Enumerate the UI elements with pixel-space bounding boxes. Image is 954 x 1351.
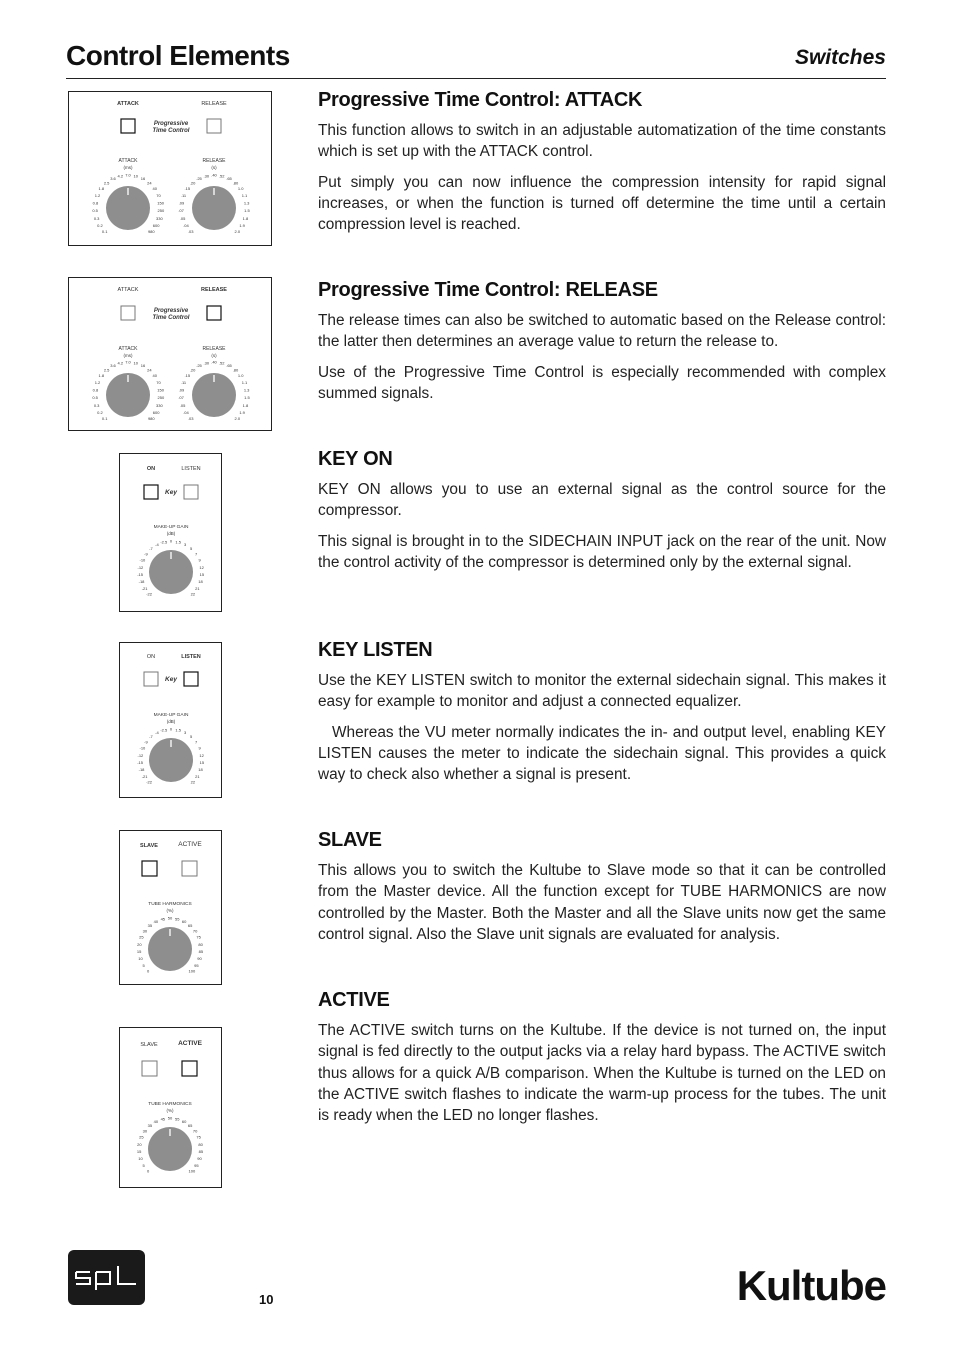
label-on: ON: [146, 654, 156, 660]
scale-label: 22: [190, 779, 196, 785]
scale-label: 250: [157, 395, 165, 401]
scale-label: 50: [167, 1115, 173, 1121]
scale-label: .15: [184, 373, 191, 379]
scale-label: 85: [198, 949, 204, 954]
scale-label: -21: [141, 585, 148, 591]
label-active: ACTIVE: [178, 1040, 202, 1047]
knob-label: RELEASE: [202, 346, 226, 352]
scale-label: -4: [155, 730, 159, 735]
label-release: RELEASE: [201, 287, 227, 293]
scale-label: 16: [140, 176, 146, 182]
scale-label: 15: [199, 760, 205, 765]
panel-attack: [68, 91, 272, 246]
scale-label: 0.2: [97, 409, 103, 415]
scale-label: 1.2: [94, 193, 101, 198]
section-slave: [318, 828, 886, 954]
scale-label: .15: [184, 186, 191, 192]
scale-label: 3: [183, 730, 187, 735]
scale-label: 55: [174, 1116, 180, 1122]
heading-slave: SLAVE: [318, 829, 382, 851]
scale-label: .25: [196, 363, 202, 369]
attack-switch[interactable]: [121, 119, 135, 133]
scale-label: -12: [137, 752, 144, 758]
paragraph: Use of the Progressive Time Control is especially recommended with complex summed signals.: [318, 363, 886, 402]
scale-label: 2.5: [103, 367, 110, 373]
scale-label: 0: [146, 968, 150, 974]
panel-active: [119, 1027, 222, 1188]
knob-unit: (%): [166, 1108, 174, 1113]
scale-label: 3.6: [110, 363, 116, 369]
section-active: [318, 988, 886, 1135]
scale-label: 70: [192, 928, 198, 934]
label-key: Key: [165, 489, 177, 496]
paragraph: This allows you to switch the Kultube to Slave mode so that it can be controlled from the Master device. All the function except for TUBE HARMONICS are now controlled by the Master. Both the Master and all the Slave units now get the same control signal. Also the Slave unit signals are evaluated for analysis.: [318, 862, 886, 943]
scale-label: 40: [153, 1119, 159, 1124]
scale-label: .40: [211, 359, 217, 365]
scale-label: .09: [178, 200, 185, 206]
scale-label: 20: [137, 1141, 142, 1147]
brand-logo: Kultube: [736, 1262, 886, 1309]
scale-label: 75: [196, 934, 201, 940]
scale-label: 0.5: [92, 208, 98, 214]
scale-label: 80: [198, 941, 203, 947]
scale-label: 35: [147, 1123, 153, 1128]
scale-label: 2.0: [234, 415, 241, 421]
scale-label: 250: [157, 208, 165, 214]
scale-label: 5: [142, 1162, 145, 1168]
label-active: ACTIVE: [178, 841, 202, 848]
scale-label: 10: [133, 360, 138, 366]
scale-label: .80: [232, 367, 239, 373]
scale-label: 1.3: [243, 387, 250, 393]
scale-label: 1.3: [243, 200, 250, 206]
scale-label: 40: [152, 373, 157, 379]
scale-label: .65: [226, 363, 232, 369]
knob-label: RELEASE: [202, 158, 226, 164]
scale-label: 7: [194, 551, 198, 557]
scale-label: 1.1: [241, 193, 248, 198]
scale-label: -22: [146, 779, 152, 785]
scale-label: 15: [136, 949, 142, 954]
slave-switch[interactable]: [142, 861, 157, 876]
knob-unit: (dB): [166, 719, 176, 724]
scale-label: 10: [133, 173, 138, 179]
knob-label: TUBE HARMONICS: [148, 1102, 192, 1107]
section-key-listen: [318, 638, 886, 794]
scale-label: .07: [178, 208, 184, 214]
scale-label: -9: [144, 551, 148, 557]
scale-label: -22: [146, 591, 152, 597]
paragraph: This signal is brought in to the SIDECHAIN INPUT jack on the rear of the unit. Now the control activity of the compressor is determined only by the external signal.: [318, 532, 886, 571]
scale-label: 0.3: [93, 215, 100, 221]
scale-label: 95: [194, 1162, 199, 1168]
scale-label: 21: [195, 773, 200, 779]
scale-label: -7: [149, 546, 153, 551]
knob-label: ATTACK: [118, 158, 138, 164]
knob-unit: (ms): [123, 165, 133, 170]
scale-label: 24: [147, 367, 152, 373]
scale-label: 0: [169, 726, 173, 732]
scale-label: 1.5: [244, 208, 250, 214]
release-switch[interactable]: [207, 306, 221, 320]
scale-label: -12: [137, 564, 144, 570]
paragraph: This function allows to switch in an adjustable automatization of the time constants which is set up with the ATTACK control.: [318, 122, 886, 161]
scale-label: .05: [179, 215, 186, 221]
scale-label: 4.2: [117, 173, 124, 179]
scale-label: 50: [167, 915, 173, 921]
attack-switch[interactable]: [121, 306, 135, 320]
scale-label: 40: [152, 186, 157, 192]
scale-label: 20: [137, 941, 142, 947]
scale-label: 1.5: [175, 727, 181, 733]
scale-label: 3: [183, 542, 187, 547]
key-on-switch[interactable]: [144, 672, 158, 686]
scale-label: .25: [196, 176, 202, 182]
scale-label: 980: [147, 415, 155, 421]
label-attack: ATTACK: [117, 101, 139, 107]
scale-label: 90: [197, 956, 202, 962]
active-switch[interactable]: [182, 1061, 197, 1076]
scale-label: .30: [203, 173, 210, 179]
scale-label: .07: [178, 395, 184, 401]
scale-label: .52: [218, 173, 225, 179]
heading-key-listen: KEY LISTEN: [318, 639, 433, 661]
scale-label: 60: [181, 919, 187, 924]
scale-label: .09: [178, 387, 185, 393]
scale-label: 18: [198, 767, 203, 773]
scale-label: 70: [156, 193, 161, 198]
scale-label: 9: [198, 557, 201, 563]
scale-label: 45: [160, 1116, 166, 1122]
scale-label: 7.0: [125, 172, 131, 178]
scale-label: 0.5: [92, 395, 98, 401]
scale-label: 10: [138, 1156, 143, 1162]
scale-label: 0.8: [92, 200, 99, 206]
scale-label: 1.0: [237, 186, 244, 192]
scale-label: 1.8: [242, 402, 249, 408]
scale-label: 0.1: [101, 228, 108, 234]
label-listen: LISTEN: [181, 466, 201, 472]
scale-label: 1.5: [244, 395, 250, 401]
section-attack: [318, 88, 886, 244]
paragraph: Use the KEY LISTEN switch to monitor the external sidechain signal. This makes it easy for example to monitor and adjust a connected equalizer.: [318, 672, 886, 711]
label-key: Key: [165, 676, 177, 683]
scale-label: 12: [199, 752, 204, 758]
scale-label: 150: [157, 387, 164, 393]
paragraph: Put simply you can now influence the compression intensity for rapid signal increases, or when the function is turned off determine the time until a certain compression level is reached.: [318, 173, 886, 234]
page-title: Control Elements: [66, 40, 290, 71]
scale-label: 22: [190, 591, 196, 597]
section-title: Switches: [794, 46, 886, 69]
scale-label: 25: [139, 1134, 144, 1140]
scale-label: 60: [181, 1119, 187, 1124]
scale-label: 70: [156, 380, 161, 385]
scale-label: .11: [180, 380, 187, 385]
paragraph: The release times can also be switched to automatic based on the Release control: the latter then determines an average value to return the release to.: [318, 312, 886, 351]
scale-label: 600: [152, 222, 160, 228]
scale-label: -10: [139, 745, 146, 751]
label-listen: LISTEN: [181, 654, 201, 660]
scale-label: 1.2: [94, 380, 101, 385]
label-progressive: Progressive: [153, 308, 189, 314]
label-on: ON: [146, 466, 156, 472]
scale-label: 21: [195, 585, 200, 591]
scale-label: 9: [198, 745, 201, 751]
scale-label: 30: [142, 1128, 148, 1134]
heading-attack: Progressive Time Control: ATTACK: [318, 89, 643, 111]
panel-release: [68, 277, 272, 431]
scale-label: 330: [156, 215, 163, 221]
scale-label: 70: [192, 1128, 198, 1134]
scale-label: 4.2: [117, 360, 124, 366]
scale-label: 16: [140, 363, 146, 369]
spl-logo: [68, 1250, 145, 1305]
knob-unit: (s): [211, 353, 217, 358]
scale-label: 150: [157, 200, 164, 206]
scale-label: .52: [218, 360, 225, 366]
scale-label: .20: [189, 367, 196, 373]
label-time-control: Time Control: [152, 128, 190, 134]
scale-label: 85: [198, 1149, 204, 1154]
scale-label: .05: [179, 402, 186, 408]
scale-label: .80: [232, 180, 239, 186]
scale-label: 1.8: [242, 215, 249, 221]
scale-label: 80: [198, 1141, 203, 1147]
scale-label: 5: [189, 734, 193, 739]
panel-key-listen: [119, 642, 222, 798]
scale-label: .03: [187, 228, 194, 234]
scale-label: .30: [203, 360, 210, 366]
scale-label: 75: [196, 1134, 201, 1140]
scale-label: -10: [139, 557, 146, 563]
label-slave: SLAVE: [140, 843, 158, 849]
scale-label: 2.0: [234, 228, 241, 234]
scale-label: -2.5: [160, 727, 168, 733]
slave-switch[interactable]: [142, 1061, 157, 1076]
scale-label: 0.2: [97, 222, 103, 228]
panel-slave: [119, 830, 222, 985]
scale-label: 0.3: [93, 402, 100, 408]
scale-label: .03: [187, 415, 194, 421]
paragraph: Whereas the VU meter normally indicates the in- and output level, enabling KEY LISTEN causes the meter to indicate the sidechain signal. This provides a quick way to check also whether a signal is present.: [318, 723, 886, 784]
scale-label: .04: [183, 222, 189, 228]
scale-label: -18: [138, 767, 145, 773]
scale-label: 30: [142, 928, 148, 934]
knob-unit: (ms): [123, 353, 133, 358]
scale-label: 25: [139, 934, 144, 940]
scale-label: 40: [153, 919, 159, 924]
scale-label: 2.5: [103, 180, 110, 186]
knob-label: ATTACK: [118, 346, 138, 352]
scale-label: 1.1: [241, 380, 248, 385]
scale-label: 10: [138, 956, 143, 962]
scale-label: 35: [147, 923, 153, 928]
scale-label: 100: [188, 968, 196, 974]
scale-label: 12: [199, 564, 204, 570]
scale-label: 90: [197, 1156, 202, 1162]
active-switch[interactable]: [182, 861, 197, 876]
scale-label: 1.8: [98, 186, 105, 192]
scale-label: 100: [188, 1168, 196, 1174]
knob-unit: (s): [211, 165, 217, 170]
label-slave: SLAVE: [140, 1042, 158, 1048]
scale-label: 330: [156, 402, 163, 408]
knob-label: MAKE-UP GAIN: [153, 525, 189, 530]
label-time-control: Time Control: [152, 315, 190, 321]
scale-label: 0.1: [101, 415, 108, 421]
scale-label: 18: [198, 579, 203, 585]
scale-label: 55: [174, 916, 180, 922]
scale-label: 1.9: [239, 222, 245, 228]
paragraph: The ACTIVE switch turns on the Kultube. If the device is not turned on, the input signal is fed directly to the output jacks via a relay hard bypass. The ACTIVE switch thus allows for a quick A/B comparison. When the Kultube is turned on the LED on the ACTIVE switch flashes to indicate the warm-up process for the tubes. The unit is ready when the LED no longer flashes.: [318, 1022, 886, 1125]
scale-label: 600: [152, 409, 160, 415]
release-switch[interactable]: [207, 119, 221, 133]
scale-label: 1.5: [175, 539, 181, 545]
scale-label: -4: [155, 542, 159, 547]
knob-label: MAKE-UP GAIN: [153, 713, 189, 718]
scale-label: 7.0: [125, 359, 131, 365]
header-rule: [66, 78, 886, 79]
panel-key-on: [119, 453, 222, 612]
scale-label: .65: [226, 176, 232, 182]
scale-label: 1.0: [237, 373, 244, 379]
heading-active: ACTIVE: [318, 989, 390, 1011]
scale-label: 980: [147, 228, 155, 234]
scale-label: -15: [137, 572, 143, 577]
heading-release: Progressive Time Control: RELEASE: [318, 279, 658, 301]
scale-label: -18: [138, 579, 145, 585]
scale-label: .11: [180, 193, 187, 198]
scale-label: 0: [169, 538, 173, 544]
scale-label: 95: [194, 962, 199, 968]
scale-label: .40: [211, 172, 217, 178]
scale-label: 0.8: [92, 387, 99, 393]
section-key-on: [318, 447, 886, 582]
scale-label: .04: [183, 409, 189, 415]
scale-label: 1.9: [239, 409, 245, 415]
scale-label: 45: [160, 916, 166, 922]
key-on-switch[interactable]: [144, 485, 158, 499]
paragraph: KEY ON allows you to use an external signal as the control source for the compressor.: [318, 481, 886, 520]
scale-label: -21: [141, 773, 148, 779]
scale-label: 65: [187, 1123, 193, 1128]
scale-label: 5: [189, 546, 193, 551]
knob-unit: (dB): [166, 531, 176, 536]
scale-label: -2.5: [160, 539, 168, 545]
scale-label: .20: [189, 180, 196, 186]
scale-label: 65: [187, 923, 193, 928]
scale-label: -7: [149, 734, 153, 739]
scale-label: 0: [146, 1168, 150, 1174]
label-attack: ATTACK: [117, 287, 139, 293]
key-listen-switch[interactable]: [184, 485, 198, 499]
scale-label: 7: [194, 739, 198, 745]
label-progressive: Progressive: [153, 121, 189, 127]
scale-label: -9: [144, 739, 148, 745]
page-number: 10: [259, 1292, 274, 1307]
key-listen-switch[interactable]: [184, 672, 198, 686]
knob-label: TUBE HARMONICS: [148, 902, 192, 907]
heading-key-on: KEY ON: [318, 448, 393, 470]
section-release: [318, 278, 886, 413]
scale-label: 1.8: [98, 373, 105, 379]
scale-label: -15: [137, 760, 143, 765]
scale-label: 15: [136, 1149, 142, 1154]
scale-label: 24: [147, 180, 152, 186]
knob-unit: (%): [166, 908, 174, 913]
scale-label: 3.6: [110, 176, 116, 182]
label-release: RELEASE: [201, 101, 227, 107]
scale-label: 15: [199, 572, 205, 577]
scale-label: 5: [142, 962, 145, 968]
